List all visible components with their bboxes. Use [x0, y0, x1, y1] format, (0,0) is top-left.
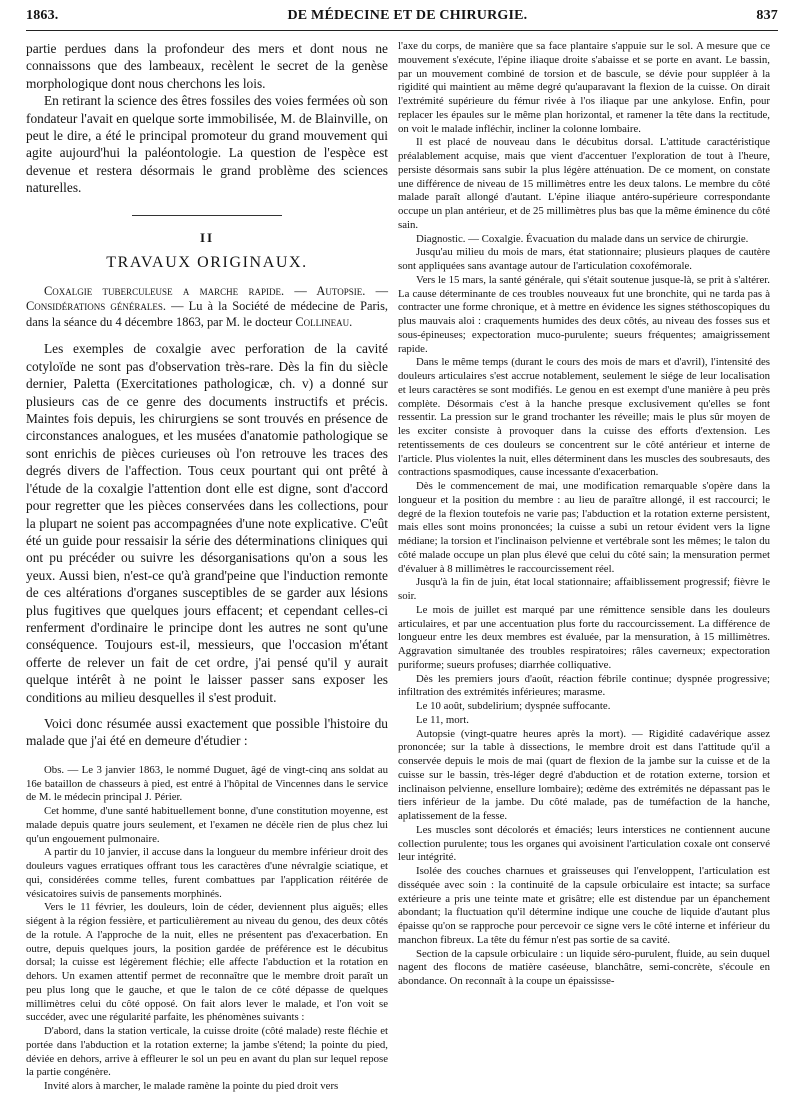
- diagnostic-paragraph: Diagnostic. — Coxalgie. Évacuation du malade dans un service de chirurgie.: [416, 232, 749, 245]
- observation-paragraph: Vers le 15 mars, la santé générale, qui s'était soutenue jusque-là, se prit à s'altérer. La cause déterminante de ces troubles nouveaux fut une bronchite, qui ne tarda pas à contracter une forme chronique, et à mettre en évidence les signes stéthoscopiques du plus mauvais aloi : craquements humides des deux côtés, au niveau des fosses sus et sous-épineuses; expectoration muco-purulente; sueurs fréquentes; amaigrissement rapide.: [398, 273, 770, 355]
- intro-paragraph: En retirant la science des êtres fossiles des voies fermées où son fondateur l'avait en quelque sorte immobilisée, M. de Blainville, on peut le dire, a été le principal promoteur du grand mouvement qui agite aujourd'hui la paléontologie. La question de l'espèce est devenue et restera désormais le grand problème des sciences naturelles.: [26, 93, 388, 196]
- observation-paragraph: Le 11, mort.: [416, 713, 469, 726]
- observation-paragraph: Le 10 août, subdelirium; dyspnée suffocante.: [416, 700, 611, 712]
- body-paragraph: Les exemples de coxalgie avec perforation de la cavité cotyloïde ne sont pas d'observation très-rare. Dès la fin du siècle dernier, Paletta (Exercitationes pathologicæ, ch. v) a donné sur plusieurs cas de ce genre des documents instructifs et précis. Maintes fois depuis, les chirurgiens se sont trouvés en présence de circonstances analogues, et les musées d'anatomie pathologique se sont enrichis de pièces curieuses où l'on retrouve les traces des degrés divers de l'affection. Tous ceux pourtant qui ont prêté à l'étude de la coxalgie l'attention dont elle est digne, sont d'accord pour regretter que les pièces conservées dans les collections, pour la plupart ne soient pas accompagnées d'une note explicative. C'eût été un guide pour ressaisir la série des déterminations cliniques qui ont pu précéder ou suivre les désorganisations qu'on a sous les yeux. Aussi bien, n'est-ce qu'à grand'peine que l'induction remonte de ces altérations d'organes susceptibles de se garder aux lésions plus fugitives que quelques jours effacent; et cependant celles-ci renferment d'ordinaire le principe dont les autres ne sont qu'une conséquence. Toujours est-il, messieurs, que l'occasion m'étant offerte de relever un fait de cet ordre, j'ai pensé qu'il y aurait quelque intérêt à ne point le laisser passer sans exposer les conditions au milieu desquelles il s'est produit.: [26, 341, 388, 705]
- observation-paragraph: Jusqu'à la fin de juin, état local stationnaire; affaiblissement progressif; fièvre le soir.: [398, 576, 770, 602]
- observation-paragraph: Le mois de juillet est marqué par une rémittence sensible dans les douleurs articulaires, et par une accentuation plus forte du raccourcissement. La différence de longueur entre les deux membres est évaluée, par la mensuration, à 15 millimètres. Aggravation simultanée des troubles respiratoires; râles caverneux; expectoration puriforme; sueurs profuses; diarrhée colliquative.: [398, 603, 770, 671]
- autopsy-paragraph: Section de la capsule orbiculaire : un liquide séro-purulent, fluide, au sein duquel nagent des flocons de matière caséeuse, blanchâtre, semi-concrète, s'écoule en abondance. On reconnaît à la coupe un épaississe-: [398, 947, 770, 987]
- section-title: TRAVAUX ORIGINAUX.: [106, 253, 308, 271]
- left-column: [26, 40, 388, 1094]
- page-number: 837: [756, 8, 778, 23]
- observation-paragraph: l'axe du corps, de manière que sa face plantaire s'appuie sur le sol. A mesure que ce mouvement s'exécute, l'épine iliaque droite s'abaisse et se porte en avant. Le bassin, par un mouvement combiné de torsion et de bascule, se dévie pour suppléer à la rigidité qui maintient au même degré qu'auparavant la flexion de la cuisse. On dirait l'extrémité supérieure du fémur rivée à l'os iliaque par une ankylose. Enfin, pour replacer les épaules sur le même plan horizontal, et ramener la tête dans la rectitude, on voit le malade infléchir, incliner la colonne lombaire.: [398, 40, 770, 135]
- running-header: [26, 4, 778, 28]
- section-separator: [132, 215, 282, 216]
- intro-paragraph: partie perdues dans la profondeur des mers et dont nous ne connaissons que des lambeaux, recèlent le secret de la genèse morphologique dont nous cherchons les lois.: [26, 41, 388, 91]
- observation-paragraph: D'abord, dans la station verticale, la cuisse droite (côté malade) reste fléchie et portée dans l'abduction et la rotation externe; la jambe s'étend; la pointe du pied, déviée en dehors, arrive à effleurer le sol un peu en avant du plan sur lequel repose la partie congénère.: [26, 1025, 388, 1079]
- observation-paragraph: Dans le même temps (durant le cours des mois de mars et d'avril), l'intensité des douleurs articulaires s'est accrue notablement, seulement le siége de leur localisation et leurs caractères se sont modifiés. Le genou en est exempt d'une manière à peu près complète. Désormais c'est à la hanche presque exclusivement qu'elles se font ressentir. La pression sur le grand trochanter les réveille; mais le plus sûr moyen de les exciter consiste à provoquer dans la cuisse des efforts d'extension. Les retentissements de ces douleurs se concentrent sur le côté antérieur et interne de l'article. Plus violentes la nuit, elles déterminent dans les muscles des soubresauts, des contractions spasmodiques, cause incessante d'exacerbation.: [398, 356, 770, 479]
- autopsy-paragraph: Les muscles sont décolorés et émaciés; leurs interstices ne contiennent aucune collection purulente; tous les organes qui avoisinent l'articulation coxale ont conservé leur intégrité.: [398, 823, 770, 864]
- observation-paragraph: Dès les premiers jours d'août, réaction fébrile continue; dyspnée progressive; infiltration des extrémités inférieures; marasme.: [398, 672, 770, 699]
- observation-paragraph: Vers le 11 février, les douleurs, loin de céder, deviennent plus aiguës; elles siégent à la région fessière, et particulièrement au niveau du genou, des deux côtés de la rotule. A l'approche de la nuit, elles ne présentent pas d'exacerbation. En outre, depuis quelques jours, la position gardée de préférence est le décubitus dorsal; la cuisse est légèrement fléchie; elle affecte l'abduction et la rotation en dehors. Un examen attentif permet de reconnaître que le membre droit paraît un peu plus long que le gauche, et que le talon de ce côté dépasse de quelques millimètres celui du côté opposé. On fait alors lever le malade, et l'on voit se succéder, avec une régularité parfaite, les phénomènes suivants :: [26, 901, 388, 1024]
- article-author: Collineau.: [295, 314, 353, 329]
- observation-paragraph: Il est placé de nouveau dans le décubitus dorsal. L'attitude caractéristique préalablement acquise, mais que vient d'accentuer l'exploration de tout à l'heure, persiste désormais sans subir la plus légère atténuation. De ce moment, on constate une différence de niveau de 15 millimètres entre les deux talons. Le membre du côté malade paraît allongé d'autant. L'épine iliaque antéro-supérieure correspondante occupe un plan antérieur, et de 25 millimètres plus bas que la même éminence du côté sain.: [398, 136, 770, 231]
- article-title-main: Coxalgie tuberculeuse a marche rapide.: [44, 283, 285, 298]
- autopsy-paragraph: Autopsie (vingt-quatre heures après la mort). — Rigidité cadavérique assez prononcée; sur la table à dissections, le membre droit est dans l'attitude qu'il a conservée depuis le mois de mai (quart de flexion de la jambe sur la cuisse et de la cuisse sur le bassin, très-léger degré d'abduction et de rotation externe, torsion et inclinaison pelvienne, ensellure lombaire); œdème des extrémités ne dépassant pas le tiers inférieur de la jambe. Du côté malade, pas de tuméfaction de la hanche, aplatissement de la fesse.: [398, 727, 770, 822]
- autopsy-paragraph: Isolée des couches charnues et graisseuses qui l'enveloppent, l'articulation est disséquée avec soin : la continuité de la capsule orbiculaire est intacte; sa surface extérieure a pris une teinte mate et grisâtre; elle est distendue par un épanchement abondant; la fluctuation qu'il détermine indique une couche de liquide d'autant plus épaisse qu'on se rapproche pour percevoir ce signe vers le côté interne et inférieur du manchon fibreux. La tête du fémur n'est pas sortie de sa cavité.: [398, 865, 770, 946]
- observation-paragraph: Cet homme, d'une santé habituellement bonne, d'une constitution moyenne, est malade depuis quatre jours seulement, et l'examen ne décèle rien de plus chez lui qu'un engouement pulmonaire.: [26, 805, 388, 845]
- observation-paragraph: Jusqu'au milieu du mois de mars, état stationnaire; plusieurs plaques de cautère sont appliquées sans avantage autour de l'articulation coxofémorale.: [398, 246, 770, 272]
- observation-paragraph: Invité alors à marcher, le malade ramène la pointe du pied droit vers: [44, 1080, 339, 1093]
- right-column: [398, 40, 770, 989]
- observation-paragraph: Dès le commencement de mai, une modification remarquable s'opère dans la longueur et la position du membre : au lieu de paraître allongé, il est raccourci; le degré de la flexion toutefois ne varie pas; l'abduction et la rotation externe persistent, mais elles sont moins prononcées; la cuisse a subi un retour évident vers la ligne médiane; la torsion et l'inclinaison pelvienne et vertébrale sont les mêmes; le talon du côté malade occupe un plan plus élevé que celui du côté sain; la mensuration permet d'évaluer à 8 millimètres le raccourcissement réel.: [398, 480, 770, 575]
- section-number: II: [199, 229, 215, 245]
- body-paragraph: Voici donc résumée aussi exactement que possible l'histoire du malade que j'ai été en demeure d'étudier :: [26, 715, 388, 749]
- article-title-sub: — Autopsie. — Considérations générales.: [26, 283, 388, 314]
- header-title: DE MÉDECINE ET DE CHIRURGIE.: [287, 8, 528, 23]
- article-title: [26, 284, 388, 331]
- observation-paragraph: Obs. — Le 3 janvier 1863, le nommé Duguet, âgé de vingt-cinq ans soldat au 16e bataillon de chasseurs à pied, est entré à l'hôpital de Vincennes dans le service de M. le médecin principal J. Périer.: [26, 763, 388, 804]
- header-year: 1863.: [26, 8, 59, 23]
- observation-paragraph: A partir du 10 janvier, il accuse dans la longueur du membre inférieur droit des douleurs vagues erratiques offrant tous les caractères d'une névralgie sciatique, et qui, considérées comme telles, furent combattues par l'application réitérée de vésicatoires suivis de pansements morphinés.: [26, 846, 388, 900]
- header-rule: [26, 30, 778, 31]
- article-title-read: — Lu à la Société de médecine de Paris, dans la séance du 4 décembre 1863, par M. le docteur: [26, 299, 388, 329]
